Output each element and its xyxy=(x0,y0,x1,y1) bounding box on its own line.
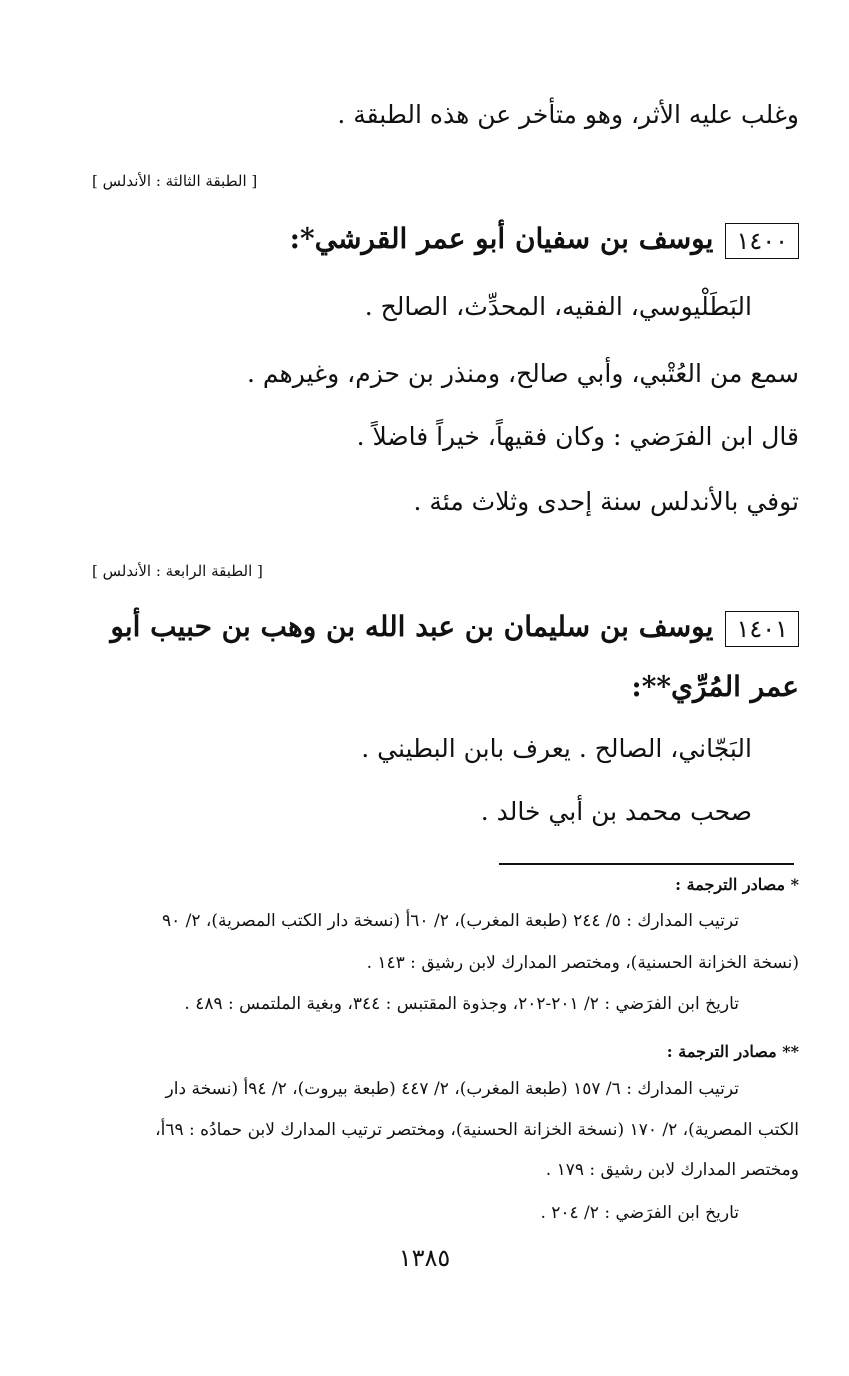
footnote-1-line-3: تاريخ ابن الفرَضي : ٢/ ٢٠١-٢٠٢، وجذوة المقتبس : ٣٤٤، وبغية الملتمس : ٤٨٩ . xyxy=(184,994,739,1014)
entry-1400-line-2: سمع من العُتْبي، وأبي صالح، ومنذر بن حزم، وغيرهم . xyxy=(247,359,799,388)
entry-name-1401-b: عمر المُرِّي**: xyxy=(631,670,799,703)
footnote-1-line-1: ترتيب المدارك : ٥/ ٢٤٤ (طبعة المغرب)، ٢/ ٦٠أ (نسخة دار الكتب المصرية)، ٢/ ٩٠ xyxy=(161,911,739,931)
footnote-2-title: ** مصادر الترجمة : xyxy=(666,1042,799,1061)
intro-line: وغلب عليه الأثر، وهو متأخر عن هذه الطبقة . xyxy=(337,100,799,129)
entry-1401-line-2: صحب محمد بن أبي خالد . xyxy=(480,797,752,826)
footnote-1-line-2: (نسخة الخزانة الحسنية)، ومختصر المدارك لابن رشيق : ١٤٣ . xyxy=(366,953,799,973)
entry-1400-line-3: قال ابن الفرَضي : وكان فقيهاً، خيراً فاضلاً . xyxy=(356,422,799,451)
entry-1400-line-4: توفي بالأندلس سنة إحدى وثلاث مئة . xyxy=(413,487,799,516)
entry-1400-line-1: البَطَلْيوسي، الفقيه، المحدِّث، الصالح . xyxy=(364,292,752,321)
entry-name-1400: يوسف بن سفيان أبو عمر القرشي*: xyxy=(289,222,714,255)
footnote-2-line-3: ومختصر المدارك لابن رشيق : ١٧٩ . xyxy=(545,1160,799,1180)
section-label-fourth: [ الطبقة الرابعة : الأندلس ] xyxy=(92,562,263,580)
entry-heading-1400 xyxy=(290,222,799,259)
footnote-1-title: * مصادر الترجمة : xyxy=(675,875,799,894)
footnote-2-line-2: الكتب المصرية)، ٢/ ١٧٠ (نسخة الخزانة الحسنية)، ومختصر ترتيب المدارك لابن حمادُه : ٦٩أ، xyxy=(155,1120,799,1140)
entry-1401-line-1: البَجّاني، الصالح . يعرف بابن البطيني . xyxy=(361,734,752,763)
entry-name-1401-a: يوسف بن سليمان بن عبد الله بن وهب بن حبيب أبو xyxy=(110,610,714,643)
entry-number-1401: ١٤٠١ xyxy=(725,611,799,647)
entry-number-1400: ١٤٠٠ xyxy=(725,223,799,259)
entry-heading-1401 xyxy=(110,610,799,647)
section-label-third: [ الطبقة الثالثة : الأندلس ] xyxy=(92,172,258,190)
footnote-2-line-1: ترتيب المدارك : ٦/ ١٥٧ (طبعة المغرب)، ٢/ ٤٤٧ (طبعة بيروت)، ٢/ ٩٤أ (نسخة دار xyxy=(165,1079,739,1099)
footnote-divider xyxy=(499,863,794,865)
footnote-2-line-4: تاريخ ابن الفرَضي : ٢/ ٢٠٤ . xyxy=(540,1203,739,1223)
page-number: ١٣٨٥ xyxy=(398,1244,451,1272)
